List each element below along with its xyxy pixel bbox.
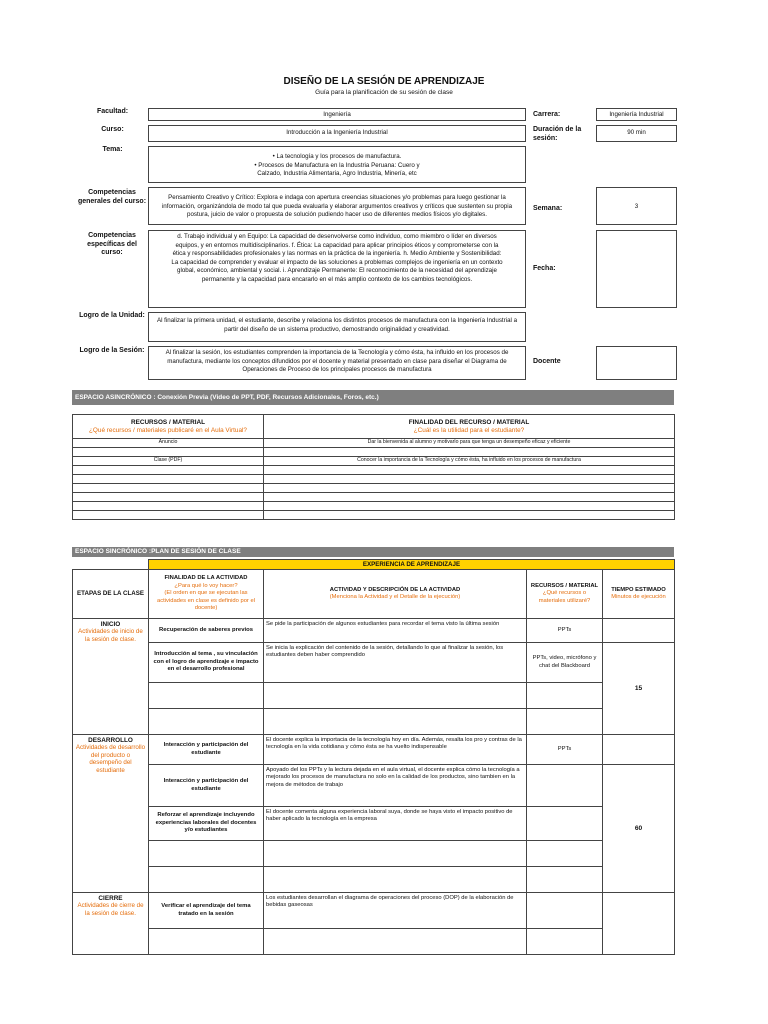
comp-gen-label: Competencias generales del curso: xyxy=(77,189,147,205)
page-subtitle: Guía para la planificación de su sesión de clase xyxy=(315,89,453,96)
tema-field[interactable] xyxy=(148,146,526,183)
asinc-recurso-cell[interactable] xyxy=(73,466,264,475)
logro-unidad-value: Al finalizar la primera unidad, el estudiante, describe y relaciona los distintos procesos de manufactura con la Ingeniería Industrial a partir del diseño de un sistema productivo, demostrando originalidad y creatividad. xyxy=(156,317,518,333)
inicio-stage-title: INICIO xyxy=(100,621,121,628)
header-tiempo xyxy=(603,570,675,619)
facultad-label: Facultad: xyxy=(96,108,129,115)
h-fin-title: FINALIDAD DE LA ACTIVIDAD xyxy=(164,575,248,582)
asinc-finalidad-cell[interactable] xyxy=(264,448,675,457)
duracion-field[interactable] xyxy=(596,125,677,142)
recursos-cell[interactable] xyxy=(527,893,603,929)
asinc-finalidad-cell[interactable] xyxy=(264,475,675,484)
experiencia-header: EXPERIENCIA DE APRENDIZAJE xyxy=(149,560,675,570)
h-tiempo-title: TIEMPO ESTIMADO xyxy=(611,586,666,593)
actividad-cell[interactable]: El docente comenta alguna experiencia laboral suya, donde se haya visto el impacto positivo de haber aplicado la tecnología en la empresa xyxy=(264,807,527,841)
recursos-cell[interactable] xyxy=(527,841,603,867)
finalidad-cell[interactable] xyxy=(149,841,264,867)
h-act-sub: (Menciona la Actividad y el Detalle de la ejecución) xyxy=(329,594,461,600)
recursos-cell[interactable] xyxy=(527,867,603,893)
tema-line-2: • Procesos de Manufactura en la Industria Peruana: Cuero y xyxy=(254,161,420,169)
carrera-label: Carrera: xyxy=(533,111,561,118)
table-row xyxy=(73,457,675,466)
table-row xyxy=(73,841,675,867)
finalidad-cell[interactable]: Interacción y participación del estudiante xyxy=(149,735,264,765)
finalidad-cell[interactable] xyxy=(149,867,264,893)
asinc-recurso-cell[interactable] xyxy=(73,493,264,502)
asinc-col2-sub: ¿Cuál es la utilidad para el estudiante? xyxy=(413,426,525,434)
tiempo-cell[interactable] xyxy=(603,619,675,643)
actividad-cell[interactable] xyxy=(264,929,527,955)
finalidad-cell[interactable] xyxy=(149,709,264,735)
sincronico-bar: ESPACIO SINCRÓNICO :PLAN DE SESIÓN DE CLASE xyxy=(72,547,674,557)
logro-unidad-label: Logro de la Unidad: xyxy=(79,312,145,319)
semana-value: 3 xyxy=(634,203,639,210)
header-etapas: ETAPAS DE LA CLASE xyxy=(73,570,149,619)
actividad-cell[interactable]: Se pide la participación de algunos estudiantes para recordar el tema visto la última sesión xyxy=(264,619,527,643)
recursos-cell[interactable] xyxy=(527,765,603,807)
asinc-finalidad-cell[interactable] xyxy=(264,502,675,511)
finalidad-cell[interactable] xyxy=(149,929,264,955)
desarrollo-stage-desc: Actividades de desarrollo del producto o desempeño del estudiante xyxy=(75,744,146,774)
page-title: DISEÑO DE LA SESIÓN DE APRENDIZAJE xyxy=(283,76,485,87)
table-row xyxy=(73,475,675,484)
inicio-tiempo-cell[interactable]: 15 xyxy=(603,643,675,735)
table-row xyxy=(73,709,675,735)
finalidad-cell[interactable] xyxy=(149,683,264,709)
facultad-value: Ingeniería xyxy=(323,111,351,118)
h-rec-sub: ¿Qué recursos o materiales utilizaré? xyxy=(538,590,591,604)
cierre-tiempo-cell[interactable] xyxy=(603,893,675,955)
comp-gen-field[interactable] xyxy=(148,187,526,225)
table-row xyxy=(73,484,675,493)
table-row xyxy=(73,807,675,841)
semana-field[interactable] xyxy=(596,187,677,225)
asinc-finalidad-cell[interactable]: Dar la bienvenida al alumno y motivarlo para que tenga un desempeño eficaz y eficiente xyxy=(264,439,675,448)
h-act-title: ACTIVIDAD Y DESCRIPCIÓN DE LA ACTIVIDAD xyxy=(329,586,461,593)
table-row xyxy=(73,643,675,683)
logro-sesion-label: Logro de la Sesión: xyxy=(79,347,145,354)
comp-esp-label: Competencias específicas del curso: xyxy=(87,232,137,256)
curso-field[interactable] xyxy=(148,125,526,142)
actividad-cell[interactable]: Se inicia la explicación del contenido de la sesión, detallando lo que al finalizar la sesión, los estudiantes deben haber comprendido xyxy=(264,643,527,683)
h-fin-sub2: (El orden en que se ejecutan las actividades en clase es definido por el docente) xyxy=(157,590,255,612)
asinc-recurso-cell[interactable] xyxy=(73,448,264,457)
table-row xyxy=(73,867,675,893)
tema-line-1: • La tecnología y los procesos de manufactura. xyxy=(272,153,402,160)
h-tiempo-sub: Minutos de ejecución xyxy=(611,594,666,600)
tema-line-3: Calzado, Industria Alimentaria, Agro Industria, Minería, etc xyxy=(257,170,417,178)
asinc-recurso-cell[interactable] xyxy=(73,484,264,493)
recursos-cell[interactable]: PPTs, video, micrófono y chat del Blackboard xyxy=(527,643,603,683)
fecha-field[interactable] xyxy=(596,230,677,308)
asinc-finalidad-cell[interactable] xyxy=(264,493,675,502)
logro-sesion-field[interactable] xyxy=(148,346,526,380)
duracion-label: Duración de la sesión: xyxy=(533,126,582,142)
finalidad-cell[interactable]: Interacción y participación del estudiante xyxy=(149,765,264,807)
cierre-stage-title: CIERRE xyxy=(98,895,123,902)
finalidad-cell[interactable]: Recuperación de saberes previos xyxy=(149,619,264,643)
table-row xyxy=(73,448,675,457)
inicio-stage-cell xyxy=(73,619,149,735)
logro-unidad-field[interactable] xyxy=(148,312,526,342)
finalidad-cell[interactable]: Verificar el aprendizaje del tema tratado en la sesión xyxy=(149,893,264,929)
asincronico-bar: ESPACIO ASINCRÓNICO : Conexión Previa (Video de PPT, PDF, Recursos Adicionales, Foros, etc.) xyxy=(72,390,674,405)
h-rec-title: RECURSOS / MATERIAL xyxy=(530,582,599,589)
asinc-finalidad-cell[interactable] xyxy=(264,466,675,475)
table-row xyxy=(73,683,675,709)
asincronico-table xyxy=(72,414,675,520)
table-row xyxy=(73,735,675,765)
asinc-col2-title: FINALIDAD DEL RECURSO / MATERIAL xyxy=(408,419,530,427)
logro-sesion-value: Al finalizar la sesión, los estudiantes comprenden la importancia de la Tecnología y cómo ésta, ha influido en los procesos de manufactura, mediante los conceptos difundidos por el docente y material presentado en clase para diseñar el Diagrama de Operaciones de Proceso de los principales procesos de manufactura xyxy=(165,349,509,374)
actividad-cell[interactable] xyxy=(264,841,527,867)
curso-value: Introducción a la Ingeniería Industrial xyxy=(286,129,388,136)
docente-label: Docente xyxy=(533,358,561,365)
recursos-cell[interactable] xyxy=(527,807,603,841)
docente-field[interactable] xyxy=(596,346,677,380)
desarrollo-stage-title: DESARROLLO xyxy=(88,737,133,744)
recursos-cell[interactable] xyxy=(527,683,603,709)
semana-label: Semana: xyxy=(533,205,563,212)
tiempo-cell[interactable] xyxy=(603,735,675,765)
table-row xyxy=(73,493,675,502)
carrera-value: Ingeniería Industrial xyxy=(609,111,664,118)
asinc-recurso-cell[interactable]: Anuncio xyxy=(73,439,264,448)
table-row xyxy=(73,466,675,475)
h-fin-sub1: ¿Para qué lo voy hacer? xyxy=(174,582,238,589)
cierre-stage-desc: Actividades de cierre de la sesión de clase. xyxy=(77,902,144,917)
fecha-label: Fecha: xyxy=(533,265,556,272)
inicio-stage-desc: Actividades de inicio de la sesión de clase. xyxy=(78,628,143,643)
table-row xyxy=(73,893,675,929)
duracion-value: 90 min xyxy=(627,129,646,136)
actividad-cell[interactable]: El docente explica la importacia de la tecnología hoy en día. Además, resalta los pro y contras de la tecnología en la vida cotidiana y cómo ésta se ha vuelto indispensable xyxy=(264,735,527,765)
header-recursos xyxy=(527,570,603,619)
finalidad-cell[interactable]: Introducción al tema , su vinculación con el logro de aprendizaje e impacto en el desarrollo profesional xyxy=(149,643,264,683)
asinc-finalidad-cell[interactable] xyxy=(264,511,675,520)
curso-label: Curso: xyxy=(101,126,124,133)
actividad-cell[interactable]: Los estudiantes desarrollan el diagrama de operaciones del proceso (DOP) de la elaboración de bebidas gaseosas xyxy=(264,893,527,929)
asinc-recurso-cell[interactable] xyxy=(73,475,264,484)
actividad-cell[interactable]: Apoyado del los PPTs y la lectura dejada en el aula virtual, el docente explica cómo la tecnología a mejorado los procesos de manufactura no solo en la calidad de los productos, sino tambien en la mejora de métodos de trabajo xyxy=(264,765,527,807)
comp-esp-field[interactable] xyxy=(148,230,526,308)
asinc-finalidad-cell[interactable]: Conocer la importancia de la Tecnología y cómo ésta, ha influido en los procesos de manufactura xyxy=(264,457,675,466)
asinc-header-finalidad xyxy=(264,415,675,439)
actividad-cell[interactable] xyxy=(264,683,527,709)
table-row xyxy=(73,439,675,448)
cierre-stage-cell xyxy=(73,893,149,955)
facultad-field[interactable] xyxy=(148,108,526,121)
recursos-cell[interactable]: PPTs xyxy=(527,619,603,643)
asinc-col1-title: RECURSOS / MATERIAL xyxy=(130,419,206,427)
recursos-cell[interactable]: PPTs xyxy=(527,735,603,765)
asinc-finalidad-cell[interactable] xyxy=(264,484,675,493)
sincronico-table xyxy=(72,559,675,955)
finalidad-cell[interactable]: Reforzar el aprendizaje incluyendo experiencias laborales del docentes y/o estudiantes xyxy=(149,807,264,841)
asinc-recurso-cell[interactable]: Clase (PDF) xyxy=(73,457,264,466)
asinc-recurso-cell[interactable] xyxy=(73,502,264,511)
recursos-cell[interactable] xyxy=(527,929,603,955)
carrera-field[interactable] xyxy=(596,108,677,121)
actividad-cell[interactable] xyxy=(264,709,527,735)
table-row xyxy=(73,765,675,807)
header-finalidad xyxy=(149,570,264,619)
table-row xyxy=(73,929,675,955)
asinc-header-recursos xyxy=(73,415,264,439)
comp-gen-value: Pensamiento Creativo y Crítico: Explora e indaga con apertura creencias situaciones y/o problemas para luego gestionar la información, organizándola de modo tal que pueda evaluarla y elaborar argumentos creativos y críticos que sustenten su propia postura, juicio de valor o propuesta de solución pudiendo hacer uso de diferentes medios físicos y/o digitales. xyxy=(161,194,513,219)
actividad-cell[interactable] xyxy=(264,867,527,893)
comp-esp-value: d. Trabajo individual y en Equipo: La capacidad de desenvolverse como individuo, como miembro o líder en diversos equipos, y en entornos multidisciplinarios. f. Ética: La capacidad para aplicar principios éticos y comprometerse con la ética y responsabilidades profesionales y las normas en la práctica de la ingeniería. h. Medio Ambiente y Sostenibilidad: La capacidad de comprender y evaluar el impacto de las soluciones a problemas complejos de ingeniería en un contexto global, económico, ambiental y social. i. Aprendizaje Permanente: El reconocimiento de la necesidad del aprendizaje permanente y la capacidad para encararlo en el más amplio contexto de los cambios tecnológicos. xyxy=(171,233,503,283)
tema-label: Tema: xyxy=(102,146,123,153)
desarrollo-stage-cell xyxy=(73,735,149,893)
recursos-cell[interactable] xyxy=(527,709,603,735)
table-row xyxy=(73,619,675,643)
table-row xyxy=(73,502,675,511)
asinc-col1-sub: ¿Qué recursos / materiales publicaré en el Aula Virtual? xyxy=(89,426,247,434)
desarrollo-tiempo-cell[interactable]: 60 xyxy=(603,765,675,893)
asinc-recurso-cell[interactable] xyxy=(73,511,264,520)
header-actividad xyxy=(264,570,527,619)
table-row xyxy=(73,511,675,520)
